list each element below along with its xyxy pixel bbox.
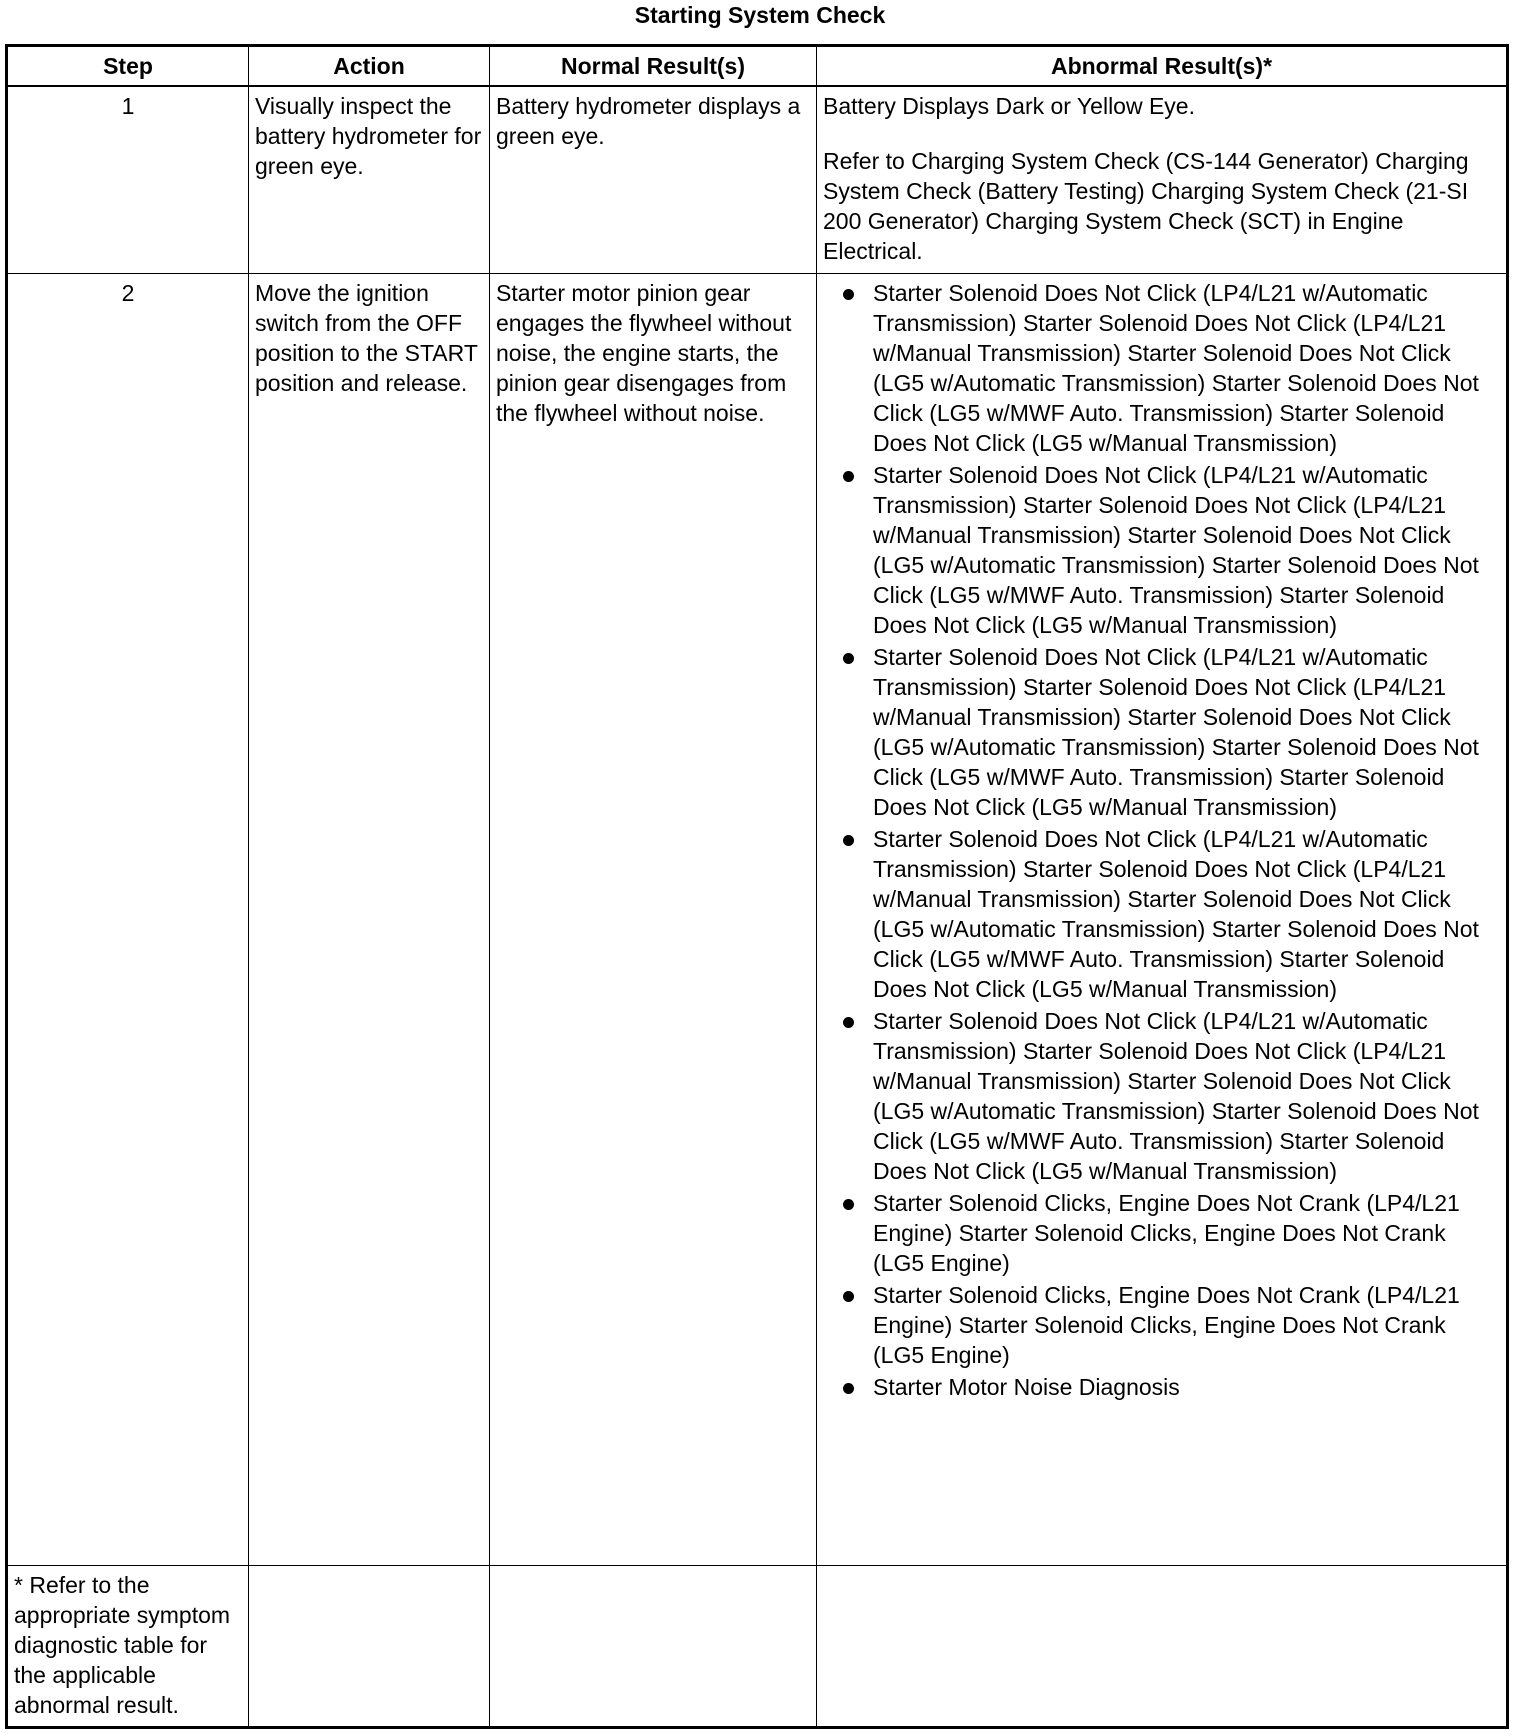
empty-cell bbox=[817, 1565, 1508, 1727]
abnormal-result-link[interactable]: Starter Solenoid Does Not Click (LP4/L21 w/Automatic Transmission) Starter Solenoid Does Not Click (LP4/L21 w/Manual Transmission) Starter Solenoid Does Not Click (LG5 w/Automatic Transmission) Starter Solenoid Does Not Click (LG5 w/MWF Auto. Transmission) Starter Solenoid Does Not Click (LG5 w/Manual Transmission) bbox=[823, 642, 1500, 822]
abnormal-result-link[interactable]: Starter Solenoid Does Not Click (LP4/L21 w/Automatic Transmission) Starter Solenoid Does Not Click (LP4/L21 w/Manual Transmission) Starter Solenoid Does Not Click (LG5 w/Automatic Transmission) Starter Solenoid Does Not Click (LG5 w/MWF Auto. Transmission) Starter Solenoid Does Not Click (LG5 w/Manual Transmission) bbox=[823, 278, 1500, 458]
column-header-normal-results: Normal Result(s) bbox=[490, 46, 817, 87]
abnormal-result-link[interactable]: Starter Solenoid Clicks, Engine Does Not Crank (LP4/L21 Engine) Starter Solenoid Clicks, Engine Does Not Crank (LG5 Engine) bbox=[823, 1280, 1500, 1370]
empty-cell bbox=[490, 1565, 817, 1727]
empty-cell bbox=[249, 1565, 490, 1727]
page-title: Starting System Check bbox=[634, 2, 886, 28]
abnormal-result-text: Battery Displays Dark or Yellow Eye. bbox=[823, 93, 1195, 119]
abnormal-result-cell bbox=[817, 273, 1508, 1565]
abnormal-result-list bbox=[823, 278, 1500, 1402]
footnote-text: * Refer to the appropriate symptom diagnostic table for the applicable abnormal result. bbox=[7, 1565, 249, 1727]
abnormal-result-link[interactable]: Starter Solenoid Does Not Click (LP4/L21 w/Automatic Transmission) Starter Solenoid Does Not Click (LP4/L21 w/Manual Transmission) Starter Solenoid Does Not Click (LG5 w/Automatic Transmission) Starter Solenoid Does Not Click (LG5 w/MWF Auto. Transmission) Starter Solenoid Does Not Click (LG5 w/Manual Transmission) bbox=[823, 824, 1500, 1004]
starting-system-check-table bbox=[5, 44, 1509, 1729]
action-cell: Visually inspect the battery hydrometer for green eye. bbox=[249, 86, 490, 273]
abnormal-result-link[interactable]: Starter Solenoid Clicks, Engine Does Not Crank (LP4/L21 Engine) Starter Solenoid Clicks, Engine Does Not Crank (LG5 Engine) bbox=[823, 1188, 1500, 1278]
abnormal-result-link[interactable]: Starter Solenoid Does Not Click (LP4/L21 w/Automatic Transmission) Starter Solenoid Does Not Click (LP4/L21 w/Manual Transmission) Starter Solenoid Does Not Click (LG5 w/Automatic Transmission) Starter Solenoid Does Not Click (LG5 w/MWF Auto. Transmission) Starter Solenoid Does Not Click (LG5 w/Manual Transmission) bbox=[823, 1006, 1500, 1186]
table-row bbox=[7, 86, 1508, 273]
abnormal-result-link[interactable]: Starter Motor Noise Diagnosis bbox=[823, 1372, 1500, 1402]
column-header-abnormal-results: Abnormal Result(s)* bbox=[817, 46, 1508, 87]
footnote-row bbox=[7, 1565, 1508, 1727]
step-number: 2 bbox=[7, 273, 249, 1565]
normal-result-cell: Starter motor pinion gear engages the flywheel without noise, the engine starts, the pinion gear disengages from the flywheel without noise. bbox=[490, 273, 817, 1565]
abnormal-result-reference: Refer to Charging System Check (CS-144 Generator) Charging System Check (Battery Testing) Charging System Check (21-SI 200 Generator) Charging System Check (SCT) in Engine Electrical. bbox=[823, 148, 1469, 264]
column-header-step: Step bbox=[7, 46, 249, 87]
action-cell: Move the ignition switch from the OFF position to the START position and release. bbox=[249, 273, 490, 1565]
header-row bbox=[7, 46, 1508, 87]
normal-result-cell: Battery hydrometer displays a green eye. bbox=[490, 86, 817, 273]
abnormal-result-cell bbox=[817, 86, 1508, 273]
column-header-action: Action bbox=[249, 46, 490, 87]
step-number: 1 bbox=[7, 86, 249, 273]
table-row bbox=[7, 273, 1508, 1565]
abnormal-result-link[interactable]: Starter Solenoid Does Not Click (LP4/L21 w/Automatic Transmission) Starter Solenoid Does Not Click (LP4/L21 w/Manual Transmission) Starter Solenoid Does Not Click (LG5 w/Automatic Transmission) Starter Solenoid Does Not Click (LG5 w/MWF Auto. Transmission) Starter Solenoid Does Not Click (LG5 w/Manual Transmission) bbox=[823, 460, 1500, 640]
